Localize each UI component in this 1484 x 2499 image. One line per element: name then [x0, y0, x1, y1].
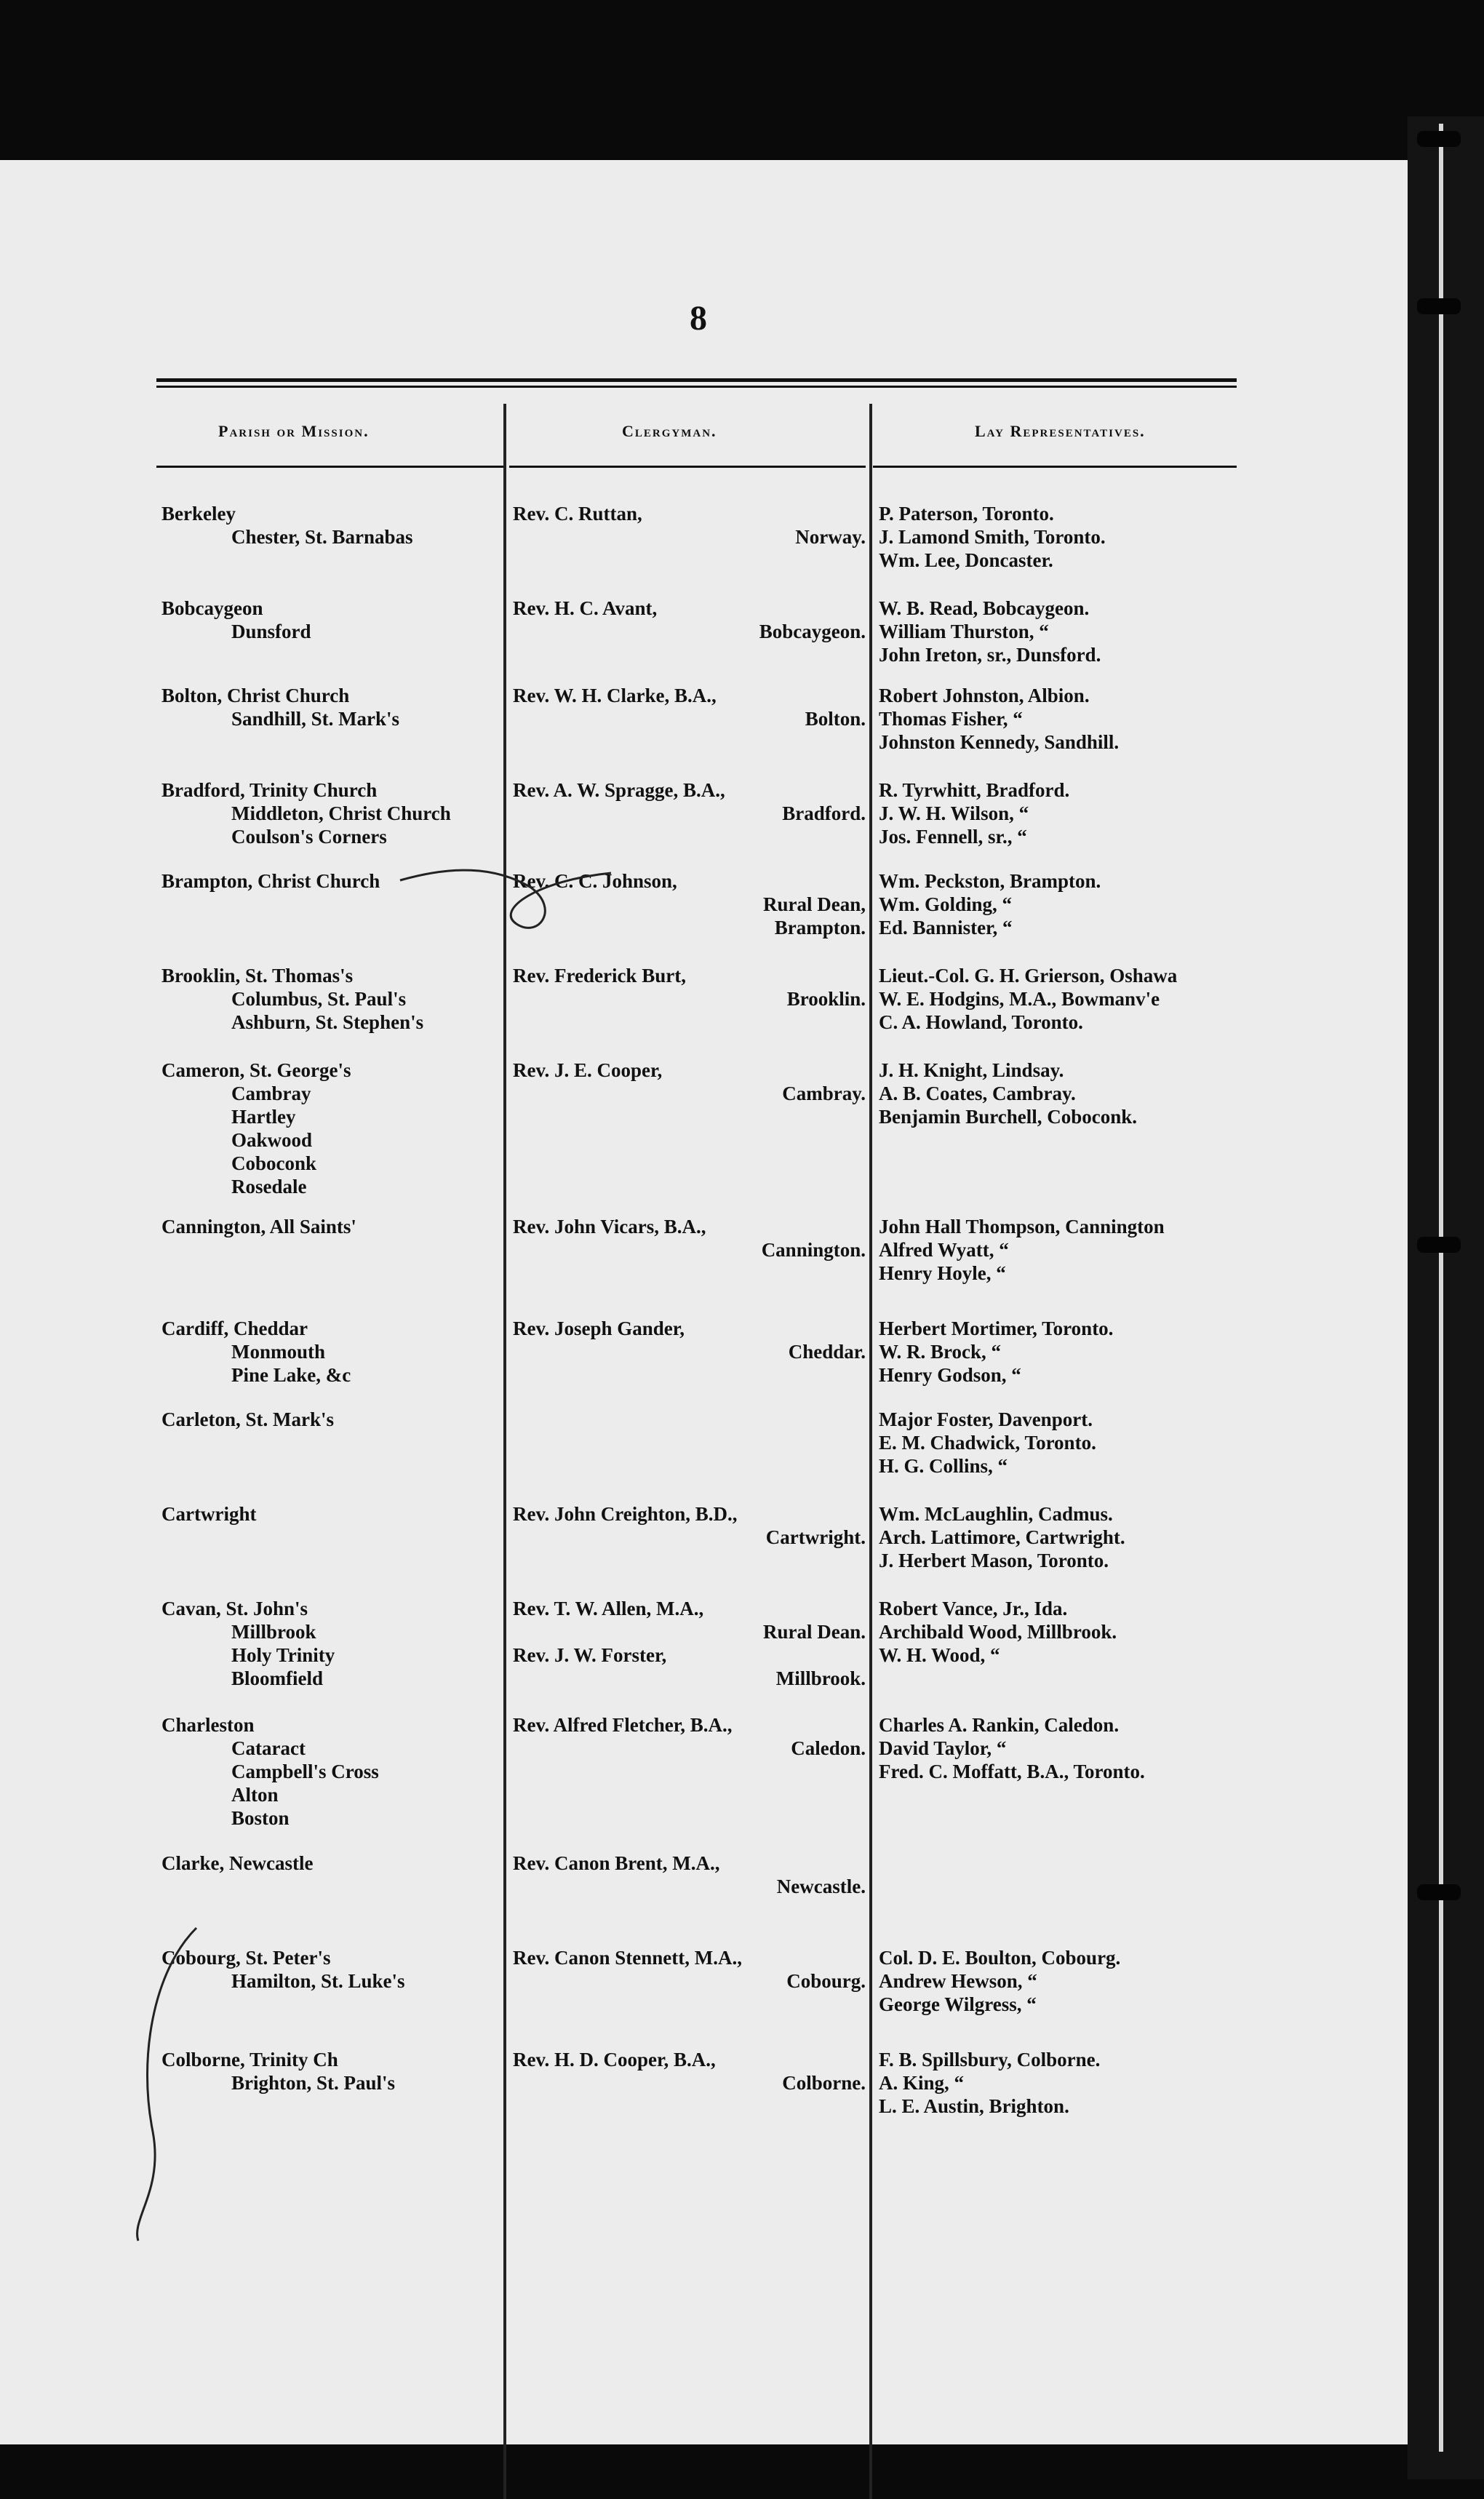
parish-name: Carleton, St. Mark's: [161, 1408, 334, 1430]
parish-name: Brighton, St. Paul's: [231, 2072, 396, 2094]
parish-name: Bloomfield: [231, 1667, 323, 1689]
parish-name: Boston: [231, 1807, 290, 1829]
clergy-line: Rev. John Creighton, B.D.,: [513, 1503, 738, 1525]
parish-name: Alton: [231, 1784, 279, 1806]
parish-name: Holy Trinity: [231, 1644, 335, 1666]
lay-representative: W. E. Hodgins, M.A., Bowmanv'e: [879, 988, 1160, 1010]
parish-name: Pine Lake, &c: [231, 1364, 351, 1386]
clergy-line: Cobourg.: [786, 1970, 866, 1992]
lay-representative: Benjamin Burchell, Coboconk.: [879, 1106, 1138, 1128]
parish-name: Millbrook: [231, 1621, 316, 1643]
top-rule-thin: [156, 386, 1237, 388]
column-header-parish: Parish or Mission.: [218, 422, 370, 440]
lay-representative: Col. D. E. Boulton, Cobourg.: [879, 1947, 1121, 1969]
parish-name: Cartwright: [161, 1503, 257, 1525]
lay-representative: John Ireton, sr., Dunsford.: [879, 644, 1101, 666]
pencil-mark: [109, 1913, 226, 2248]
lay-representative: Robert Vance, Jr., Ida.: [879, 1598, 1068, 1619]
clergy-line: Rev. J. E. Cooper,: [513, 1059, 663, 1081]
lay-representative: Thomas Fisher, “: [879, 708, 1023, 730]
parish-name: Coulson's Corners: [231, 826, 387, 848]
column-divider: [869, 404, 872, 2499]
clergy-line: Rev. Joseph Gander,: [513, 1318, 685, 1339]
lay-representative: Archibald Wood, Millbrook.: [879, 1621, 1117, 1643]
clergy-line: Colborne.: [782, 2072, 866, 2094]
lay-representative: W. H. Wood, “: [879, 1644, 1000, 1666]
parish-name: Cambray: [231, 1083, 311, 1104]
header-underline-clergy: [509, 466, 866, 468]
lay-representative: Jos. Fennell, sr., “: [879, 826, 1027, 848]
lay-representative: W. R. Brock, “: [879, 1341, 1002, 1363]
parish-name: Cataract: [231, 1737, 306, 1759]
lay-representative: Wm. Lee, Doncaster.: [879, 549, 1053, 571]
clergy-line: Rev. T. W. Allen, M.A.,: [513, 1598, 704, 1619]
clergy-line: Bolton.: [805, 708, 866, 730]
binding-tie: [1417, 1884, 1461, 1900]
parish-name: Cannington, All Saints': [161, 1216, 356, 1237]
lay-representative: P. Paterson, Toronto.: [879, 503, 1054, 525]
parish-name: Columbus, St. Paul's: [231, 988, 407, 1010]
clergy-line: Rev. J. W. Forster,: [513, 1644, 667, 1666]
clergy-line: Newcastle.: [776, 1876, 866, 1897]
clergy-line: Rev. H. C. Avant,: [513, 597, 658, 619]
clergy-line: Caledon.: [791, 1737, 866, 1759]
lay-representative: David Taylor, “: [879, 1737, 1007, 1759]
parish-name: Brampton, Christ Church: [161, 870, 380, 892]
lay-representative: A. B. Coates, Cambray.: [879, 1083, 1076, 1104]
lay-representative: R. Tyrwhitt, Bradford.: [879, 779, 1070, 801]
binding-tie: [1417, 131, 1461, 147]
lay-representative: Henry Hoyle, “: [879, 1262, 1006, 1284]
clergy-line: Millbrook.: [775, 1667, 866, 1689]
parish-name: Clarke, Newcastle: [161, 1852, 314, 1874]
lay-representative: C. A. Howland, Toronto.: [879, 1011, 1083, 1033]
lay-representative: Wm. Golding, “: [879, 893, 1013, 915]
lay-representative: Robert Johnston, Albion.: [879, 685, 1090, 706]
parish-name: Ashburn, St. Stephen's: [231, 1011, 424, 1033]
clergy-line: Cambray.: [782, 1083, 866, 1104]
parish-name: Bobcaygeon: [161, 597, 263, 619]
clergy-line: Rev. W. H. Clarke, B.A.,: [513, 685, 717, 706]
clergy-line: Rev. C. C. Johnson,: [513, 870, 677, 892]
clergy-line: Rev. C. Ruttan,: [513, 503, 642, 525]
parish-name: Hartley: [231, 1106, 296, 1128]
lay-representative: Johnston Kennedy, Sandhill.: [879, 731, 1120, 753]
parish-name: Campbell's Cross: [231, 1761, 379, 1782]
clergy-line: Bradford.: [782, 802, 866, 824]
lay-representative: Herbert Mortimer, Toronto.: [879, 1318, 1114, 1339]
lay-representative: Major Foster, Davenport.: [879, 1408, 1093, 1430]
clergy-line: Cartwright.: [765, 1526, 866, 1548]
lay-representative: J. Lamond Smith, Toronto.: [879, 526, 1106, 548]
parish-name: Bradford, Trinity Church: [161, 779, 378, 801]
clergy-line: Rev. Canon Brent, M.A.,: [513, 1852, 720, 1874]
parish-name: Cardiff, Cheddar: [161, 1318, 308, 1339]
clergy-line: Rev. H. D. Cooper, B.A.,: [513, 2049, 716, 2070]
header-underline-lay: [873, 466, 1237, 468]
lay-representative: George Wilgress, “: [879, 1993, 1037, 2015]
lay-representative: Arch. Lattimore, Cartwright.: [879, 1526, 1125, 1548]
lay-representative: Wm. Peckston, Brampton.: [879, 870, 1101, 892]
parish-name: Rosedale: [231, 1176, 307, 1197]
clergy-line: Cheddar.: [788, 1341, 866, 1363]
parish-name: Colborne, Trinity Ch: [161, 2049, 338, 2070]
lay-representative: Lieut.-Col. G. H. Grierson, Oshawa: [879, 965, 1178, 987]
lay-representative: W. B. Read, Bobcaygeon.: [879, 597, 1090, 619]
column-header-lay-representatives: Lay Representatives.: [975, 422, 1146, 440]
lay-representative: Andrew Hewson, “: [879, 1970, 1037, 1992]
parish-name: Charleston: [161, 1714, 255, 1736]
parish-name: Middleton, Christ Church: [231, 802, 451, 824]
lay-representative: John Hall Thompson, Cannington: [879, 1216, 1165, 1237]
lay-representative: Fred. C. Moffatt, B.A., Toronto.: [879, 1761, 1145, 1782]
top-rule: [156, 378, 1237, 382]
lay-representative: J. Herbert Mason, Toronto.: [879, 1550, 1109, 1571]
clergy-line: Rev. John Vicars, B.A.,: [513, 1216, 706, 1237]
parish-name: Dunsford: [231, 621, 311, 642]
clergy-line: Rev. Alfred Fletcher, B.A.,: [513, 1714, 733, 1736]
parish-name: Bolton, Christ Church: [161, 685, 350, 706]
clergy-line: Rev. Frederick Burt,: [513, 965, 686, 987]
parish-name: Berkeley: [161, 503, 236, 525]
lay-representative: William Thurston, “: [879, 621, 1049, 642]
parish-name: Sandhill, St. Mark's: [231, 708, 400, 730]
parish-name: Brooklin, St. Thomas's: [161, 965, 354, 987]
lay-representative: E. M. Chadwick, Toronto.: [879, 1432, 1096, 1454]
clergy-line: Rural Dean.: [763, 1621, 866, 1643]
lay-representative: J. H. Knight, Lindsay.: [879, 1059, 1064, 1081]
lay-representative: A. King, “: [879, 2072, 965, 2094]
lay-representative: Ed. Bannister, “: [879, 917, 1013, 938]
lay-representative: F. B. Spillsbury, Colborne.: [879, 2049, 1101, 2070]
parish-name: Hamilton, St. Luke's: [231, 1970, 405, 1992]
binding-tie: [1417, 298, 1461, 314]
column-divider: [503, 404, 506, 2499]
column-header-clergyman: Clergyman.: [622, 422, 717, 440]
page-number: 8: [690, 299, 707, 338]
parish-name: Cobourg, St. Peter's: [161, 1947, 331, 1969]
clergy-line: Rural Dean,: [763, 893, 866, 915]
lay-representative: Alfred Wyatt, “: [879, 1239, 1009, 1261]
clergy-line: Rev. Canon Stennett, M.A.,: [513, 1947, 742, 1969]
lay-representative: H. G. Collins, “: [879, 1455, 1008, 1477]
binding-thread: [1439, 124, 1443, 2452]
binding-tie: [1417, 1237, 1461, 1253]
lay-representative: J. W. H. Wilson, “: [879, 802, 1029, 824]
clergy-line: Norway.: [795, 526, 866, 548]
pencil-mark: [393, 858, 626, 946]
parish-name: Monmouth: [231, 1341, 326, 1363]
lay-representative: Charles A. Rankin, Caledon.: [879, 1714, 1120, 1736]
parish-name: Cameron, St. George's: [161, 1059, 351, 1081]
parish-name: Oakwood: [231, 1129, 313, 1151]
clergy-line: Brooklin.: [786, 988, 866, 1010]
clergy-line: Rev. A. W. Spragge, B.A.,: [513, 779, 725, 801]
clergy-line: Cannington.: [761, 1239, 866, 1261]
binding-edge: [1408, 116, 1484, 2479]
parish-name: Chester, St. Barnabas: [231, 526, 413, 548]
lay-representative: Henry Godson, “: [879, 1364, 1021, 1386]
clergy-line: Brampton.: [774, 917, 866, 938]
lay-representative: Wm. McLaughlin, Cadmus.: [879, 1503, 1113, 1525]
clergy-line: Bobcaygeon.: [759, 621, 866, 642]
parish-name: Cavan, St. John's: [161, 1598, 308, 1619]
header-underline-parish: [156, 466, 506, 468]
parish-name: Coboconk: [231, 1152, 317, 1174]
lay-representative: L. E. Austin, Brighton.: [879, 2095, 1069, 2117]
